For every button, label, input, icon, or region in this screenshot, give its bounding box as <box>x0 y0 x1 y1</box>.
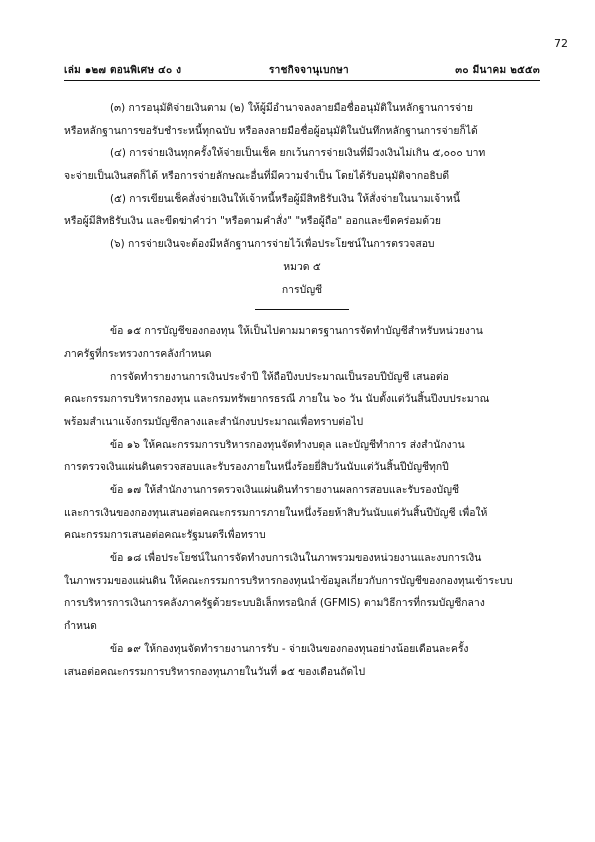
text-line: การตรวจเงินแผ่นดินตรวจสอบและรับรองภายในหนึ่งร้อยยี่สิบวันนับแต่วันสิ้นปีบัญชีทุกปี <box>64 461 449 474</box>
text-line: การจัดทำรายงานการเงินประจำปี ให้ถือปีงบประมาณเป็นรอบปีบัญชี เสนอต่อ <box>110 370 449 383</box>
text-line: คณะกรรมการบริหารกองทุน และกรมทรัพยากรธรณี ภายใน ๖๐ วัน นับตั้งแต่วันสิ้นปีงบประมาณ <box>64 393 490 406</box>
text-line: และการเงินของกองทุนเสนอต่อคณะกรรมการภายในหนึ่งร้อยห้าสิบวันนับแต่วันสิ้นปีบัญชี เพื่อให้ <box>64 506 488 519</box>
section <box>64 434 540 479</box>
text-line: (๖) การจ่ายเงินจะต้องมีหลักฐานการจ่ายไว้เพื่อประโยชน์ในการตรวจสอบ <box>110 238 435 251</box>
text-line: (๔) การจ่ายเงินทุกครั้งให้จ่ายเป็นเช็ค ยกเว้นการจ่ายเงินที่มีวงเงินไม่เกิน ๕,๐๐๐ บาท <box>110 147 486 160</box>
text-line: ภาครัฐที่กระทรวงการคลังกำหนด <box>64 347 212 360</box>
document-body <box>64 97 540 683</box>
chapter-divider <box>255 309 349 310</box>
text-line: ข้อ ๑๘ เพื่อประโยชน์ในการจัดทำงบการเงินในภาพรวมของหน่วยงานและงบการเงิน <box>110 552 482 565</box>
text-line: เสนอต่อคณะกรรมการบริหารกองทุนภายในวันที่ ๑๕ ของเดือนถัดไป <box>64 665 366 678</box>
clause <box>64 142 540 187</box>
text-line: คณะกรรมการเสนอต่อคณะรัฐมนตรีเพื่อทราบ <box>64 529 266 542</box>
chapter-title: การบัญชี <box>281 283 323 296</box>
publication-name: ราชกิจจานุเบกษา <box>269 65 349 76</box>
text-line: ข้อ ๑๙ ให้กองทุนจัดทำรายงานการรับ - จ่ายเงินของกองทุนอย่างน้อยเดือนละครั้ง <box>110 642 469 655</box>
text-line: กำหนด <box>64 620 97 633</box>
text-line: การบริหารการเงินการคลังภาครัฐด้วยระบบอิเล็กทรอนิกส์ (GFMIS) ตามวิธีการที่กรมบัญชีกลาง <box>64 597 485 610</box>
text-line: (๓) การอนุมัติจ่ายเงินตาม (๒) ให้ผู้มีอำนาจลงลายมือชื่ออนุมัติในหลักฐานการจ่าย <box>110 102 473 114</box>
text-line: หรือผู้มีสิทธิรับเงิน และขีดฆ่าคำว่า "หรือตามคำสั่ง" "หรือผู้ถือ" ออกและขีดคร่อมด้วย <box>64 215 442 228</box>
text-line: (๕) การเขียนเช็คสั่งจ่ายเงินให้เจ้าหนี้หรือผู้มีสิทธิรับเงิน ให้สั่งจ่ายในนามเจ้าหนี้ <box>110 192 460 205</box>
text-line: ข้อ ๑๗ ให้สำนักงานการตรวจเงินแผ่นดินทำรายงานผลการสอบและรับรองบัญชี <box>110 484 460 496</box>
gazette-header <box>64 63 540 79</box>
section <box>64 638 540 683</box>
text-line: พร้อมสำเนาแจ้งกรมบัญชีกลางและสำนักงบประมาณเพื่อทราบต่อไป <box>64 415 364 428</box>
text-line: ในภาพรวมของแผ่นดิน ให้คณะกรรมการบริหารกองทุนนำข้อมูลเกี่ยวกับการบัญชีของกองทุนเข้าระบบ <box>64 574 513 587</box>
clause <box>64 97 540 142</box>
header-divider <box>64 80 540 81</box>
text-line: ข้อ ๑๖ ให้คณะกรรมการบริหารกองทุนจัดทำงบดุล และบัญชีทำการ ส่งสำนักงาน <box>110 438 465 451</box>
text-line: ข้อ ๑๕ การบัญชีของกองทุน ให้เป็นไปตามมาตรฐานการจัดทำบัญชีสำหรับหน่วยงาน <box>110 325 483 338</box>
clause <box>64 233 540 256</box>
sections <box>64 320 540 683</box>
page-number: 72 <box>554 37 568 50</box>
section <box>64 479 540 547</box>
volume-issue: เล่ม ๑๒๗ ตอนพิเศษ ๔๐ ง <box>64 65 182 76</box>
publication-date: ๓๐ มีนาคม ๒๕๕๓ <box>455 65 540 76</box>
text-line: หรือหลักฐานการขอรับชำระหนี้ทุกฉบับ หรือลงลายมือชื่อผู้อนุมัติในบันทึกหลักฐานการจ่ายก็ได้ <box>64 124 478 137</box>
text-line: จะจ่ายเป็นเงินสดก็ได้ หรือการจ่ายลักษณะอื่นที่มีความจำเป็น โดยได้รับอนุมัติจากอธิบดี <box>64 170 450 183</box>
section <box>64 547 540 638</box>
chapter-number: หมวด ๕ <box>283 260 321 273</box>
clause <box>64 188 540 233</box>
section <box>64 320 540 433</box>
